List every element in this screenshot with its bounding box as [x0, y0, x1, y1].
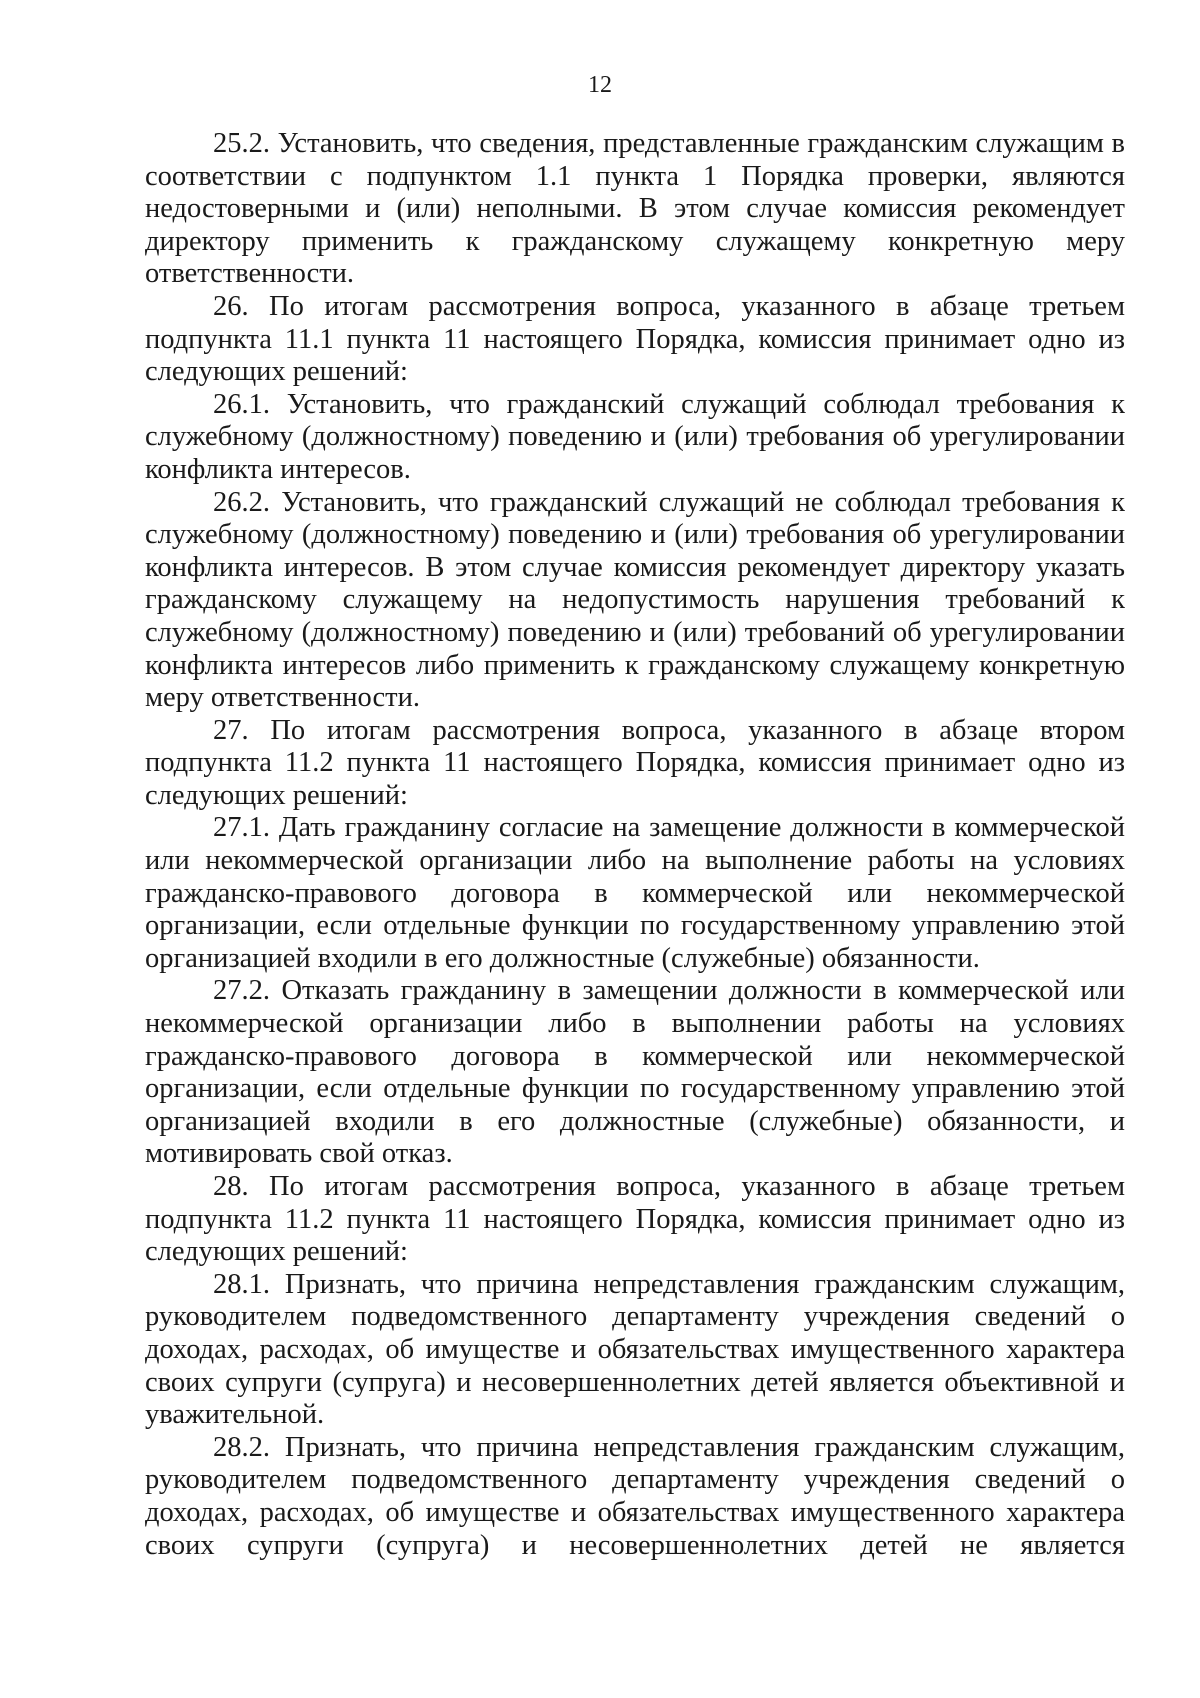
paragraph-27-2: 27.2. Отказать гражданину в замещении должности в коммерческой или некоммерческой организации либо в выполнении работы на условиях гражданско-правового договора в коммерческой или некоммерческой организации, если отдельные функции по государственному управлению этой организацией входили в его должностные (служебные) обязанности, и мотивировать свой отказ. — [145, 975, 1125, 1170]
paragraph-26-2: 26.2. Установить, что гражданский служащий не соблюдал требования к служебному (должностному) поведению и (или) требования об урегулировании конфликта интересов. В этом случае комиссия рекомендует директору указать гражданскому служащему на недопустимость нарушения требований к служебному (должностному) поведению и (или) требований об урегулировании конфликта интересов либо применить к гражданскому служащему конкретную меру ответственности. — [145, 486, 1125, 714]
paragraph-28-1: 28.1. Признать, что причина непредставления гражданским служащим, руководителем подведомственного департаменту учреждения сведений о доходах, расходах, об имуществе и обязательствах имущественного характера своих супруги (супруга) и несовершеннолетних детей является объективной и уважительной. — [145, 1268, 1125, 1431]
paragraph-27: 27. По итогам рассмотрения вопроса, указанного в абзаце втором подпункта 11.2 пункта 11 настоящего Порядка, комиссия принимает одно из следующих решений: — [145, 714, 1125, 811]
paragraph-26: 26. По итогам рассмотрения вопроса, указанного в абзаце третьем подпункта 11.1 пункта 11 настоящего Порядка, комиссия принимает одно из следующих решений: — [145, 290, 1125, 388]
page-number: 12 — [588, 72, 612, 98]
paragraph-27-1: 27.1. Дать гражданину согласие на замещение должности в коммерческой или некоммерческой организации либо на выполнение работы на условиях гражданско-правового договора в коммерческой или некоммерческой организации, если отдельные функции по государственному управлению этой организацией входили в его должностные (служебные) обязанности. — [145, 812, 1125, 974]
paragraph-28-2: 28.2. Признать, что причина непредставления гражданским служащим, руководителем подведомственного департаменту учреждения сведений о доходах, расходах, об имуществе и обязательствах имущественного характера своих супруги (супруга) и несовершеннолетних детей не является — [145, 1431, 1125, 1561]
paragraph-28: 28. По итогам рассмотрения вопроса, указанного в абзаце третьем подпункта 11.2 пункта 11 настоящего Порядка, комиссия принимает одно из следующих решений: — [145, 1171, 1125, 1268]
document-body — [145, 128, 1125, 1562]
paragraph-25-2: 25.2. Установить, что сведения, представленные гражданским служащим в соответствии с подпунктом 1.1 пункта 1 Порядка проверки, являются недостоверными и (или) неполными. В этом случае комиссия рекомендует директору применить к гражданскому служащему конкретную меру ответственности. — [145, 128, 1125, 290]
paragraph-26-1: 26.1. Установить, что гражданский служащий соблюдал требования к служебному (должностному) поведению и (или) требования об урегулировании конфликта интересов. — [145, 388, 1125, 485]
